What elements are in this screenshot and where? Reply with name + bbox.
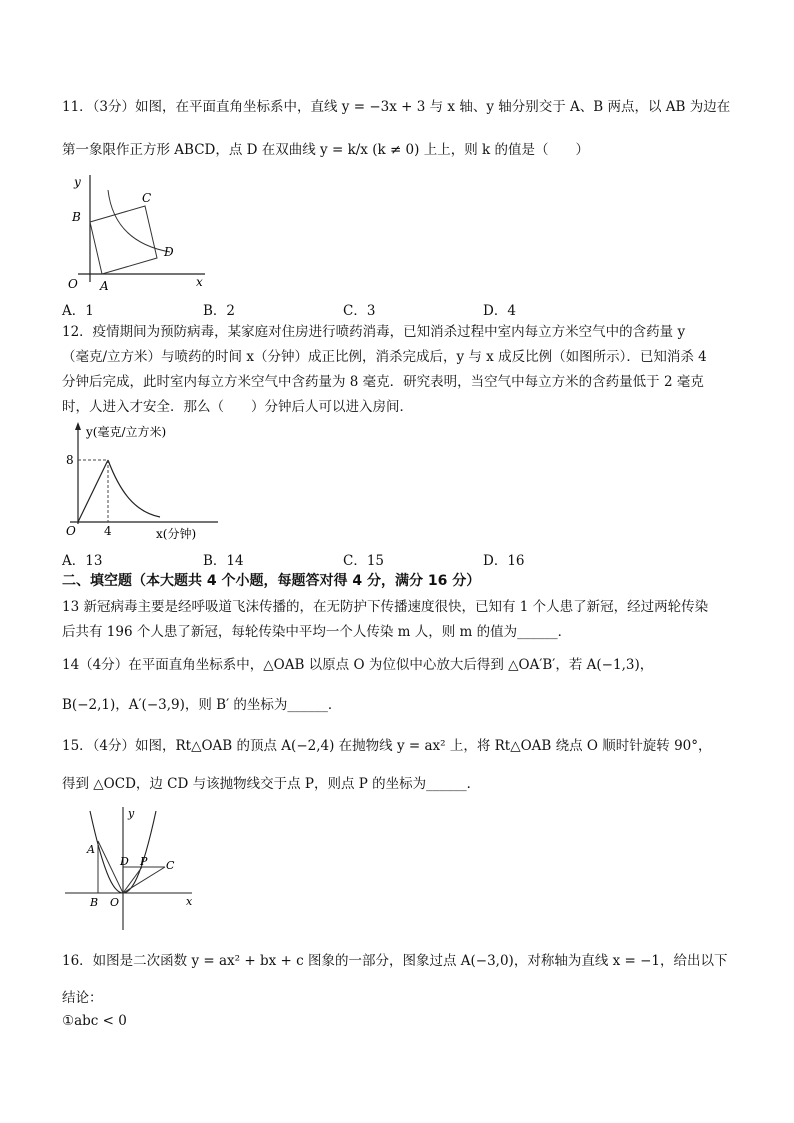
q15-point-c-label: C <box>166 859 175 872</box>
q11-line2: 第一象限作正方形 ABCD，点 D 在双曲线 y = k/x (k ≠ 0) 上上，则 k 的值是（ ） <box>62 142 589 158</box>
q16-line2: 结论： <box>62 990 103 1006</box>
q11-option-b: B．2 <box>203 303 236 319</box>
q12-line4: 时，人进入才安全．那么（ ）分钟后人可以进入房间． <box>62 399 413 415</box>
q12-option-a: A．13 <box>62 553 103 569</box>
q15-origin-label: O <box>110 896 120 909</box>
q13-line1: 13 新冠病毒主要是经呼吸道飞沫传播的，在无防护下传播速度很快，已知有 1 个人患了新冠，经过两轮传染 <box>62 599 709 615</box>
section-2-heading: 二、填空题（本大题共 4 个小题，每题答对得 4 分，满分 16 分） <box>62 573 481 589</box>
q11-point-d-label: D <box>164 245 174 259</box>
q13-line2: 后共有 196 个人患了新冠，每轮传染中平均一个人传染 m 人，则 m 的值为______． <box>62 624 572 640</box>
q15-point-b-label: B <box>90 896 99 909</box>
q11-line1: 11．（3分）如图，在平面直角坐标系中，直线 y = −3x + 3 与 x 轴、y 轴分别交于 A、B 两点，以 AB 为边在 <box>62 99 731 115</box>
q11-x-label: x <box>196 275 203 289</box>
q12-y-tick-8: 8 <box>66 453 74 467</box>
q11-option-d: D．4 <box>483 303 516 319</box>
q11-point-a-label: A <box>100 279 109 293</box>
q14-line2: B(−2,1)，A′(−3,9)，则 B′ 的坐标为______． <box>62 697 342 713</box>
q11-y-label: y <box>74 175 81 189</box>
q12-line2: （毫克/立方米）与喷药的时间 x（分钟）成正比例，消杀完成后，y 与 x 成反比例（如图所示）．已知消杀 4 <box>62 349 707 365</box>
q15-line1: 15．（4分）如图，Rt△OAB 的顶点 A(−2,4) 在抛物线 y = ax² 上，将 Rt△OAB 绕点 O 顺时针旋转 90°， <box>62 738 712 754</box>
q11-option-c: C．3 <box>343 303 376 319</box>
q11-option-a: A．1 <box>62 303 94 319</box>
q12-option-d: D．16 <box>483 553 525 569</box>
q16-line1: 16．如图是二次函数 y = ax² + bx + c 图象的一部分，图象过点 A(−3,0)，对称轴为直线 x = −1，给出以下 <box>62 953 728 969</box>
q15-line2: 得到 △OCD，边 CD 与该抛物线交于点 P，则点 P 的坐标为______． <box>62 776 481 792</box>
q11-point-b-label: B <box>72 210 81 224</box>
q15-point-a-label: A <box>87 843 95 856</box>
q15-figure <box>60 805 205 935</box>
q12-x-tick-4: 4 <box>104 524 112 538</box>
q12-option-b: B．14 <box>203 553 244 569</box>
q15-x-label: x <box>186 895 193 908</box>
q15-point-d-label: D <box>120 855 129 868</box>
q12-figure <box>60 422 220 544</box>
q12-line3: 分钟后完成，此时室内每立方米空气中含药量为 8 毫克．研究表明，当空气中每立方米的含药量低于 2 毫克 <box>62 374 704 390</box>
q15-point-p-label: P <box>140 855 148 868</box>
q15-y-label: y <box>128 807 135 820</box>
q12-x-label: x(分钟) <box>156 527 197 541</box>
q11-origin-label: O <box>68 277 78 291</box>
q12-option-c: C．15 <box>343 553 385 569</box>
q11-point-c-label: C <box>142 191 152 205</box>
q16-conclusion-1: ①abc < 0 <box>62 1013 127 1029</box>
q12-line1: 12．疫情期间为预防病毒，某家庭对住房进行喷药消毒，已知消杀过程中室内每立方米空气中的含药量 y <box>62 324 686 340</box>
q12-y-label: y(毫克/立方米) <box>86 425 167 439</box>
q11-figure <box>60 170 210 295</box>
q14-line1: 14（4分）在平面直角坐标系中，△OAB 以原点 O 为位似中心放大后得到 △OA′B′，若 A(−1,3)， <box>62 657 654 673</box>
q12-origin-label: O <box>66 524 76 538</box>
